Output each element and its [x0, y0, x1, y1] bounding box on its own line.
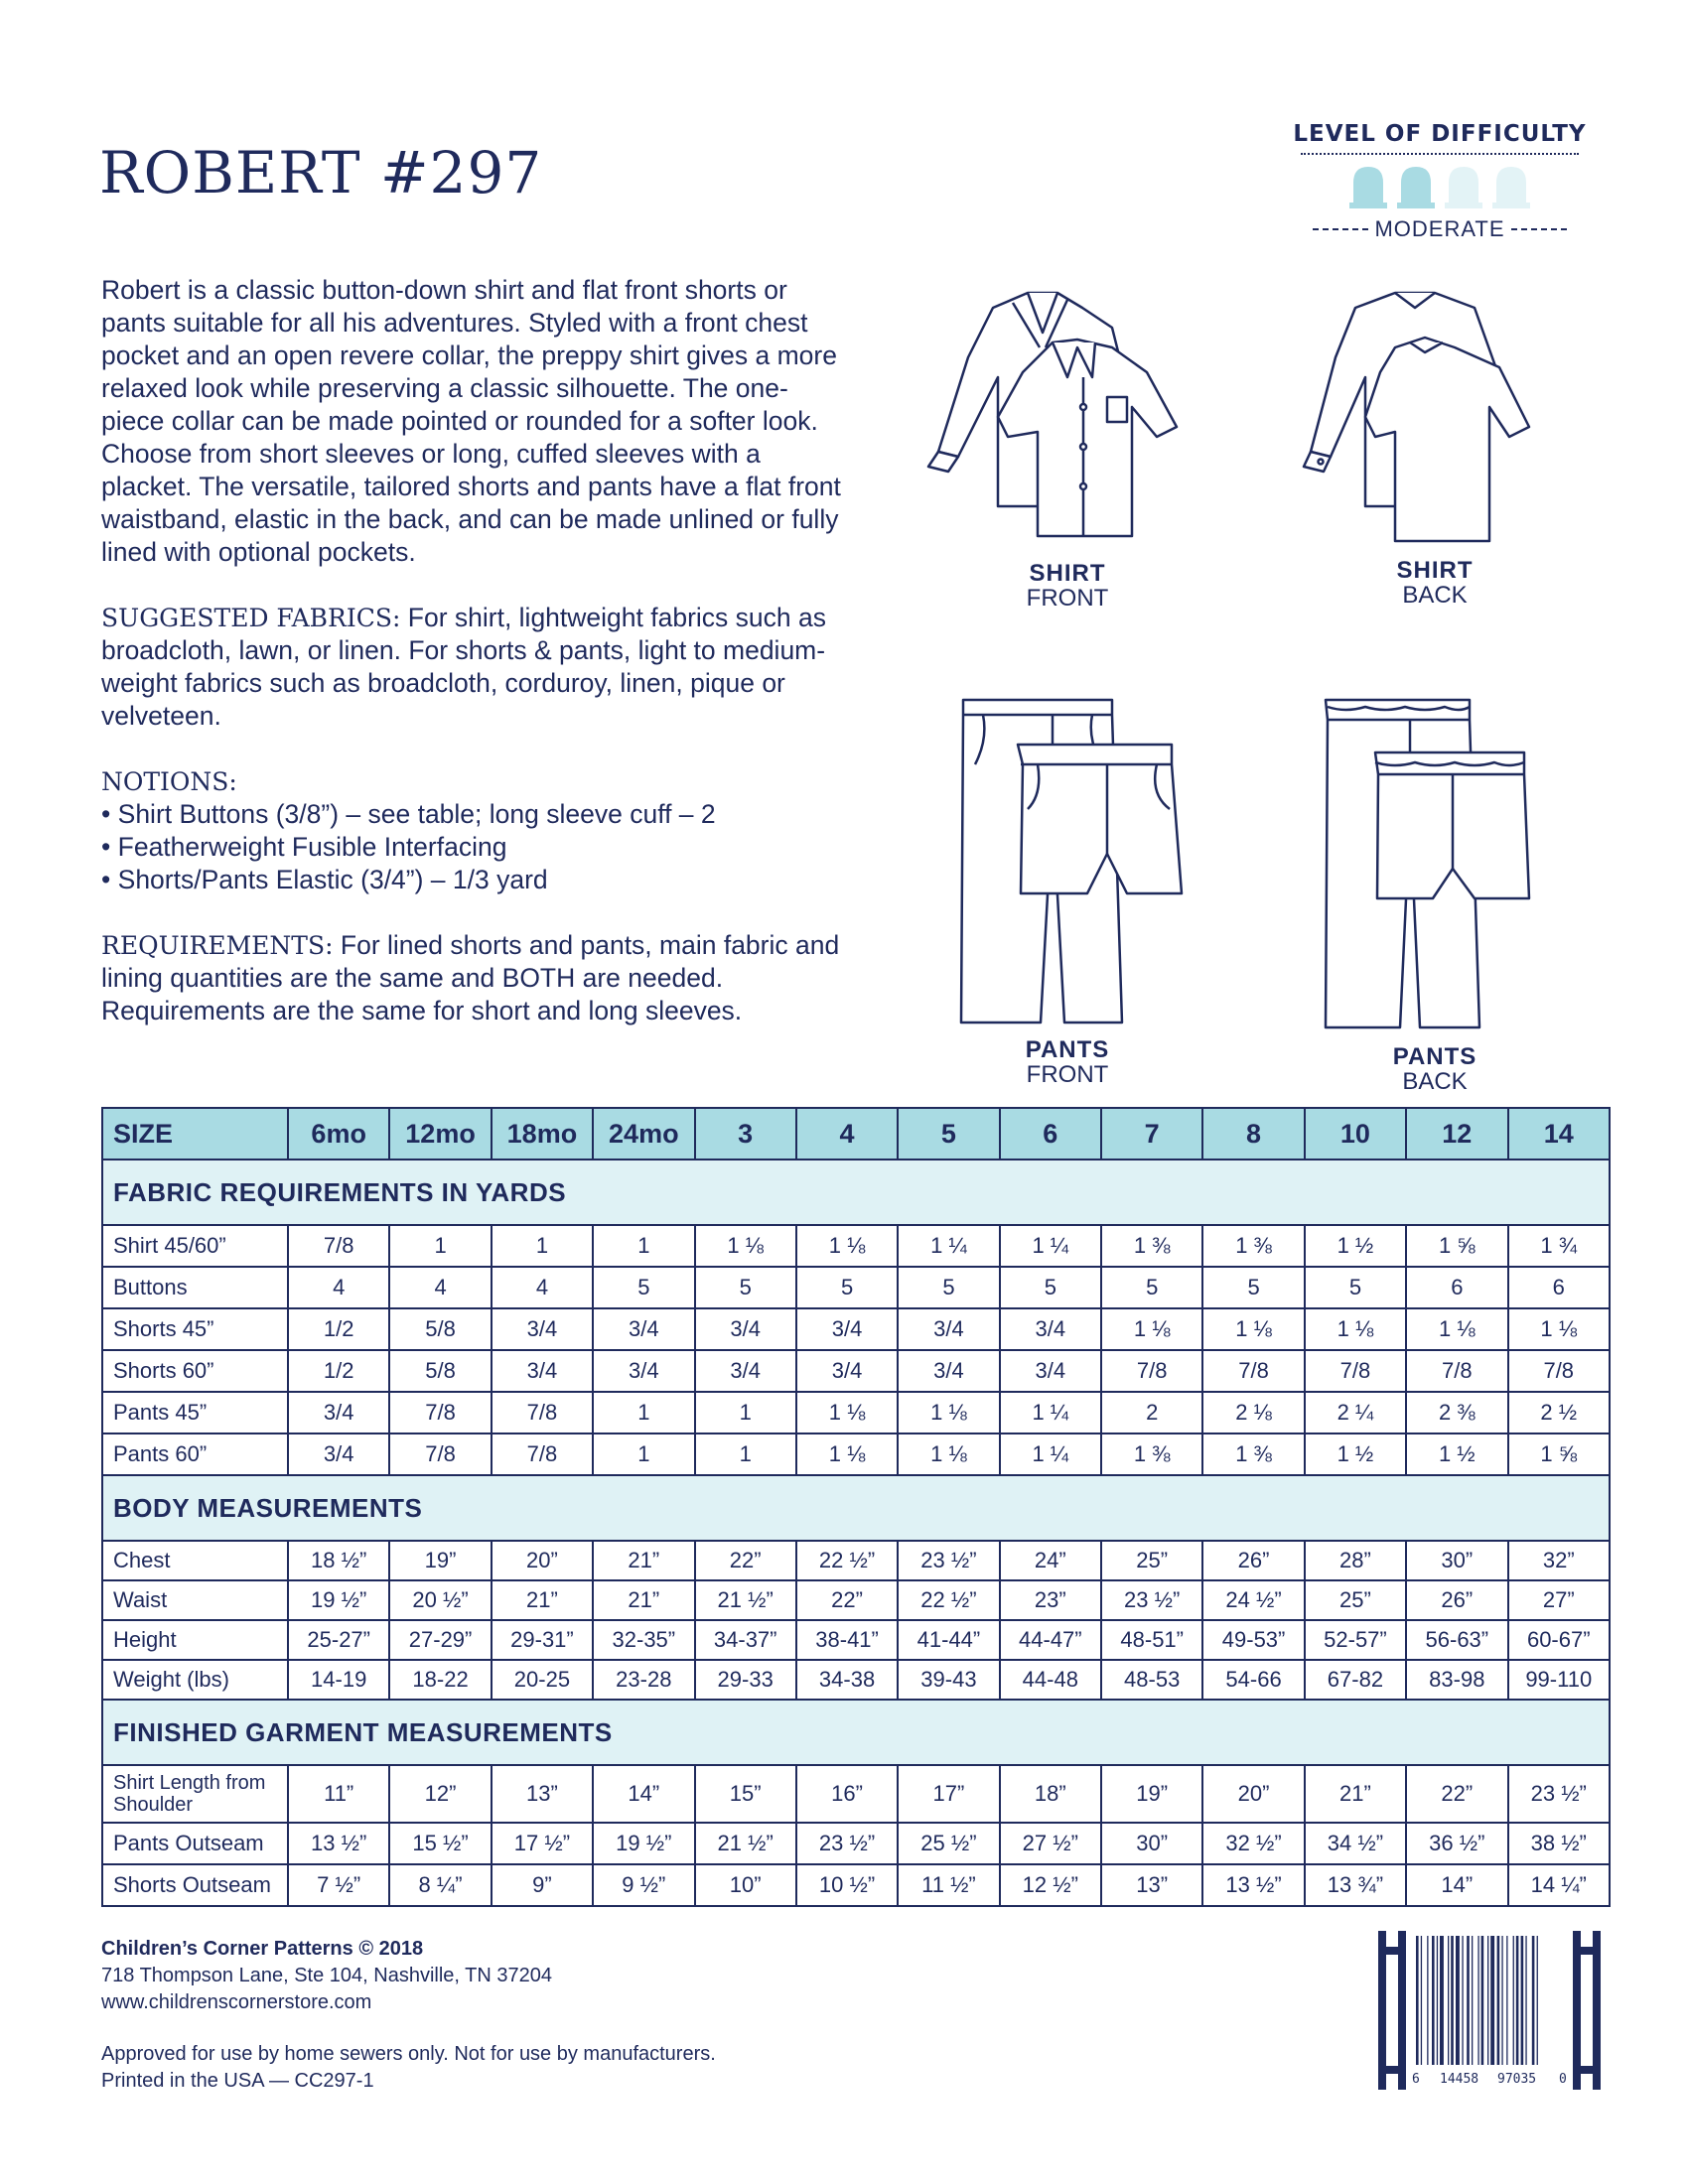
- size-header-cell: 8: [1202, 1108, 1304, 1160]
- barcode-bar: [1427, 1936, 1428, 2065]
- barcode-bar: [1467, 1936, 1470, 2065]
- table-cell: 36 ½”: [1406, 1823, 1507, 1864]
- table-cell: 6: [1508, 1267, 1611, 1308]
- size-header-cell: 4: [796, 1108, 898, 1160]
- barcode-bar: [1456, 1936, 1460, 2065]
- table-cell: 22 ½”: [796, 1541, 898, 1580]
- usage-notice: Approved for use by home sewers only. Not for use by manufacturers.: [101, 2043, 716, 2065]
- barcode-digits: 6: [1412, 2072, 1420, 2087]
- table-cell: 21”: [593, 1541, 694, 1580]
- barcode-bar: [1506, 1936, 1507, 2065]
- barcode-digits: 0: [1559, 2072, 1567, 2087]
- table-cell: 5: [1000, 1267, 1101, 1308]
- table-cell: 21”: [1305, 1765, 1406, 1823]
- size-header-cell: 6: [1000, 1108, 1101, 1160]
- barcode-bar: [1513, 1936, 1514, 2065]
- table-cell: 1 ⅜: [1202, 1433, 1304, 1475]
- table-cell: 13 ½”: [1202, 1864, 1304, 1906]
- table-cell: 4: [492, 1267, 593, 1308]
- table-cell: 2: [1101, 1392, 1202, 1433]
- table-cell: 22”: [695, 1541, 796, 1580]
- table-cell: 1 ½: [1305, 1433, 1406, 1475]
- table-cell: 3/4: [898, 1308, 999, 1350]
- row-label: Shorts Outseam: [102, 1864, 288, 1906]
- table-cell: 19”: [1101, 1765, 1202, 1823]
- pattern-description: [101, 274, 846, 1060]
- size-header-cell: 18mo: [492, 1108, 593, 1160]
- barcode-bar: [1490, 1936, 1494, 2065]
- table-cell: 1/2: [288, 1308, 389, 1350]
- table-cell: 24”: [1000, 1541, 1101, 1580]
- divider-left: [1313, 228, 1368, 230]
- table-cell: 29-33: [695, 1660, 796, 1700]
- table-cell: 3/4: [695, 1350, 796, 1392]
- shirt-front-illustration: [918, 288, 1206, 546]
- table-cell: 1 ⅝: [1508, 1433, 1611, 1475]
- pants-front-label-sub: FRONT: [1026, 1061, 1109, 1088]
- table-row: [102, 1267, 1610, 1308]
- table-cell: 15 ½”: [389, 1823, 491, 1864]
- size-header-cell: 12: [1406, 1108, 1507, 1160]
- table-cell: 19”: [389, 1541, 491, 1580]
- table-cell: 2 ⅛: [1202, 1392, 1304, 1433]
- table-cell: 3/4: [593, 1308, 694, 1350]
- table-cell: 2 ¼: [1305, 1392, 1406, 1433]
- footer: [101, 1936, 716, 2095]
- requirements-label: REQUIREMENTS:: [101, 931, 334, 960]
- table-cell: 14 ¼”: [1508, 1864, 1611, 1906]
- shirt-front-label-sub: FRONT: [1026, 585, 1109, 612]
- table-cell: 17”: [898, 1765, 999, 1823]
- table-row: [102, 1765, 1610, 1823]
- table-cell: 29-31”: [492, 1620, 593, 1660]
- size-header-cell: 5: [898, 1108, 999, 1160]
- table-cell: 7/8: [1305, 1350, 1406, 1392]
- difficulty-heading: LEVEL OF DIFFICULTY: [1293, 121, 1587, 147]
- table-cell: 3/4: [796, 1308, 898, 1350]
- table-cell: 19 ½”: [593, 1823, 694, 1864]
- barcode-bar: [1477, 1936, 1478, 2065]
- table-cell: 26”: [1202, 1541, 1304, 1580]
- pants-back-label-bold: PANTS: [1392, 1043, 1477, 1070]
- table-row: [102, 1308, 1610, 1350]
- pants-back-label-sub: BACK: [1402, 1068, 1468, 1095]
- table-cell: 3/4: [1000, 1308, 1101, 1350]
- table-cell: 1: [593, 1225, 694, 1267]
- table-cell: 23”: [1000, 1580, 1101, 1620]
- table-cell: 1 ⅛: [1101, 1308, 1202, 1350]
- table-cell: 44-48: [1000, 1660, 1101, 1700]
- barcode-bar: [1537, 1936, 1538, 2065]
- table-cell: 44-47”: [1000, 1620, 1101, 1660]
- table-cell: 28”: [1305, 1541, 1406, 1580]
- table-cell: 22 ½”: [898, 1580, 999, 1620]
- barcode-bar: [1448, 1936, 1449, 2065]
- barcode-bar: [1525, 1936, 1526, 2065]
- table-cell: 48-53: [1101, 1660, 1202, 1700]
- table-cell: 11 ½”: [898, 1864, 999, 1906]
- row-label: Waist: [102, 1580, 288, 1620]
- table-cell: 17 ½”: [492, 1823, 593, 1864]
- table-cell: 5/8: [389, 1308, 491, 1350]
- table-cell: 7/8: [1508, 1350, 1611, 1392]
- thimble-empty-icon: [1443, 165, 1484, 210]
- shirt-back-label-sub: BACK: [1402, 582, 1468, 609]
- row-label: Weight (lbs): [102, 1660, 288, 1700]
- section-header-row: [102, 1160, 1610, 1225]
- barcode-bar: [1440, 1936, 1444, 2065]
- section-header-row: [102, 1475, 1610, 1541]
- table-cell: 1 ⅜: [1101, 1433, 1202, 1475]
- table-cell: 16”: [796, 1765, 898, 1823]
- intro-paragraph: Robert is a classic button-down shirt and flat front shorts or pants suitable for all his adventures. Styled with a front chest pocket and an open revere collar, the preppy shirt gives a more relaxed look while preserving a classic silhouette. The one-piece collar can be made pointed or rounded for a softer look. Choose from short sleeves or long, cuffed sleeves with a placket. The versatile, tailored shorts and pants have a flat front waistband, elastic in the back, and can be made unlined or fully lined with optional pockets.: [101, 275, 841, 567]
- table-cell: 56-63”: [1406, 1620, 1507, 1660]
- barcode-bar: [1521, 1936, 1524, 2065]
- table-cell: 25”: [1305, 1580, 1406, 1620]
- barcode-bar: [1532, 1936, 1535, 2065]
- table-cell: 1 ⅛: [898, 1433, 999, 1475]
- table-cell: 41-44”: [898, 1620, 999, 1660]
- barcode-bar: [1437, 1936, 1438, 2065]
- table-cell: 14-19: [288, 1660, 389, 1700]
- table-cell: 2 ½: [1508, 1392, 1611, 1433]
- table-cell: 3/4: [695, 1308, 796, 1350]
- section-title: FABRIC REQUIREMENTS IN YARDS: [102, 1160, 1610, 1225]
- table-cell: 32”: [1508, 1541, 1611, 1580]
- table-cell: 23-28: [593, 1660, 694, 1700]
- table-cell: 1 ⅛: [695, 1225, 796, 1267]
- table-cell: 27-29”: [389, 1620, 491, 1660]
- table-cell: 7/8: [288, 1225, 389, 1267]
- table-cell: 5/8: [389, 1350, 491, 1392]
- thimble-empty-icon: [1490, 165, 1532, 210]
- table-cell: 25-27”: [288, 1620, 389, 1660]
- table-cell: 1/2: [288, 1350, 389, 1392]
- row-label: Buttons: [102, 1267, 288, 1308]
- table-cell: 14”: [1406, 1864, 1507, 1906]
- table-cell: 18”: [1000, 1765, 1101, 1823]
- requirements-note: [101, 929, 846, 1027]
- table-cell: 9”: [492, 1864, 593, 1906]
- table-cell: 1: [695, 1433, 796, 1475]
- table-cell: 21”: [593, 1580, 694, 1620]
- table-cell: 5: [796, 1267, 898, 1308]
- barcode: [1370, 1926, 1609, 2095]
- barcode-digits: 97035: [1497, 2072, 1537, 2087]
- table-cell: 83-98: [1406, 1660, 1507, 1700]
- table-cell: 32 ½”: [1202, 1823, 1304, 1864]
- barcode-bar: [1462, 1936, 1463, 2065]
- table-cell: 1 ⅛: [796, 1433, 898, 1475]
- difficulty-indicator: [1291, 121, 1589, 242]
- table-cell: 27”: [1508, 1580, 1611, 1620]
- table-cell: 9 ½”: [593, 1864, 694, 1906]
- table-cell: 13”: [1101, 1864, 1202, 1906]
- table-row: [102, 1392, 1610, 1433]
- size-header-cell: 12mo: [389, 1108, 491, 1160]
- table-cell: 20”: [1202, 1765, 1304, 1823]
- table-row: [102, 1864, 1610, 1906]
- row-label: Shorts 60”: [102, 1350, 288, 1392]
- table-cell: 7 ½”: [288, 1864, 389, 1906]
- table-cell: 1 ¼: [1000, 1225, 1101, 1267]
- table-row: [102, 1433, 1610, 1475]
- table-cell: 24 ½”: [1202, 1580, 1304, 1620]
- row-label: Pants Outseam: [102, 1823, 288, 1864]
- size-header-cell: 10: [1305, 1108, 1406, 1160]
- thimble-filled-icon: [1347, 165, 1389, 210]
- table-cell: 1: [593, 1433, 694, 1475]
- table-cell: 30”: [1101, 1823, 1202, 1864]
- barcode-bar: [1421, 1936, 1422, 2065]
- table-cell: 1 ⅝: [1406, 1225, 1507, 1267]
- table-cell: 52-57”: [1305, 1620, 1406, 1660]
- row-label: Shirt 45/60”: [102, 1225, 288, 1267]
- fabrics-label: SUGGESTED FABRICS:: [101, 604, 401, 632]
- table-cell: 12”: [389, 1765, 491, 1823]
- table-cell: 4: [288, 1267, 389, 1308]
- barcode-bar: [1497, 1936, 1500, 2065]
- table-cell: 1 ¾: [1508, 1225, 1611, 1267]
- table-cell: 5: [593, 1267, 694, 1308]
- size-chart-table: [101, 1107, 1611, 1907]
- table-cell: 1: [695, 1392, 796, 1433]
- table-cell: 3/4: [796, 1350, 898, 1392]
- barcode-bar: [1451, 1936, 1454, 2065]
- table-cell: 1 ¼: [1000, 1392, 1101, 1433]
- table-cell: 3/4: [288, 1433, 389, 1475]
- table-cell: 23 ½”: [1508, 1765, 1611, 1823]
- table-cell: 1: [492, 1225, 593, 1267]
- size-header-cell: 7: [1101, 1108, 1202, 1160]
- table-cell: 1 ¼: [898, 1225, 999, 1267]
- table-cell: 38-41”: [796, 1620, 898, 1660]
- table-cell: 27 ½”: [1000, 1823, 1101, 1864]
- table-cell: 5: [1305, 1267, 1406, 1308]
- table-row: [102, 1823, 1610, 1864]
- company-name: Children’s Corner Patterns © 2018: [101, 1938, 424, 1960]
- table-cell: 54-66: [1202, 1660, 1304, 1700]
- shirt-front-label: [988, 561, 1147, 611]
- table-cell: 15”: [695, 1765, 796, 1823]
- table-cell: 13 ½”: [288, 1823, 389, 1864]
- table-row: [102, 1225, 1610, 1267]
- barcode-bar: [1472, 1936, 1473, 2065]
- table-row: [102, 1620, 1610, 1660]
- table-cell: 3/4: [1000, 1350, 1101, 1392]
- barcode-digits: 14458: [1440, 2072, 1479, 2087]
- table-cell: 1 ⅜: [1101, 1225, 1202, 1267]
- divider-right: [1511, 228, 1567, 230]
- table-cell: 25”: [1101, 1541, 1202, 1580]
- table-cell: 5: [898, 1267, 999, 1308]
- size-header-cell: 24mo: [593, 1108, 694, 1160]
- notion-item: • Shorts/Pants Elastic (3/4”) – 1/3 yard: [101, 865, 548, 894]
- table-cell: 34 ½”: [1305, 1823, 1406, 1864]
- table-cell: 23 ½”: [1101, 1580, 1202, 1620]
- row-label: Shorts 45”: [102, 1308, 288, 1350]
- table-cell: 11”: [288, 1765, 389, 1823]
- table-cell: 39-43: [898, 1660, 999, 1700]
- pants-front-label: [988, 1037, 1147, 1087]
- table-cell: 21 ½”: [695, 1580, 796, 1620]
- pants-back-label: [1355, 1044, 1514, 1094]
- table-cell: 3/4: [593, 1350, 694, 1392]
- fabrics-text: For shirt, lightweight fabrics such as broadcloth, lawn, or linen. For shorts & pants, light to medium-weight fabrics such as broadcloth, corduroy, linen, pique or velveteen.: [101, 603, 826, 731]
- table-row: [102, 1580, 1610, 1620]
- shirt-back-label-bold: SHIRT: [1396, 557, 1474, 584]
- website-link: www.childrenscornerstore.com: [101, 1991, 372, 2013]
- table-cell: 21”: [492, 1580, 593, 1620]
- table-cell: 18 ½”: [288, 1541, 389, 1580]
- table-cell: 7/8: [389, 1392, 491, 1433]
- notion-item: • Featherweight Fusible Interfacing: [101, 832, 507, 862]
- table-cell: 1 ⅛: [1202, 1308, 1304, 1350]
- table-cell: 1 ¼: [1000, 1433, 1101, 1475]
- table-cell: 48-51”: [1101, 1620, 1202, 1660]
- table-cell: 1 ⅛: [1508, 1308, 1611, 1350]
- table-cell: 22”: [796, 1580, 898, 1620]
- row-label: Pants 45”: [102, 1392, 288, 1433]
- table-cell: 49-53”: [1202, 1620, 1304, 1660]
- table-cell: 7/8: [492, 1433, 593, 1475]
- table-cell: 4: [389, 1267, 491, 1308]
- table-cell: 10”: [695, 1864, 796, 1906]
- table-cell: 1 ⅛: [1305, 1308, 1406, 1350]
- size-header-label: SIZE: [102, 1108, 288, 1160]
- table-cell: 6: [1406, 1267, 1507, 1308]
- pants-front-label-bold: PANTS: [1025, 1036, 1110, 1063]
- table-cell: 1 ½: [1406, 1433, 1507, 1475]
- table-cell: 34-38: [796, 1660, 898, 1700]
- table-cell: 23 ½”: [898, 1541, 999, 1580]
- table-cell: 8 ¼”: [389, 1864, 491, 1906]
- notion-item: • Shirt Buttons (3/8”) – see table; long sleeve cuff – 2: [101, 799, 716, 829]
- row-label: Pants 60”: [102, 1433, 288, 1475]
- table-cell: 3/4: [492, 1350, 593, 1392]
- table-cell: 1: [593, 1392, 694, 1433]
- table-cell: 7/8: [1101, 1350, 1202, 1392]
- table-cell: 20-25: [492, 1660, 593, 1700]
- table-cell: 1 ⅛: [796, 1392, 898, 1433]
- table-cell: 14”: [593, 1765, 694, 1823]
- barcode-bar: [1487, 1936, 1488, 2065]
- table-cell: 5: [1202, 1267, 1304, 1308]
- table-cell: 5: [695, 1267, 796, 1308]
- table-row: [102, 1350, 1610, 1392]
- table-cell: 1: [389, 1225, 491, 1267]
- size-header-cell: 6mo: [288, 1108, 389, 1160]
- table-cell: 34-37”: [695, 1620, 796, 1660]
- barcode-bar: [1516, 1936, 1519, 2065]
- table-cell: 10 ½”: [796, 1864, 898, 1906]
- table-cell: 23 ½”: [796, 1823, 898, 1864]
- barcode-bar: [1416, 1936, 1419, 2065]
- thimble-rating: [1291, 165, 1589, 210]
- table-cell: 1 ½: [1305, 1225, 1406, 1267]
- barcode-bar: [1481, 1936, 1484, 2065]
- suggested-fabrics: [101, 602, 846, 733]
- company-address: 718 Thompson Lane, Ste 104, Nashville, TN 37204: [101, 1965, 553, 1986]
- pattern-title: ROBERT #297: [99, 139, 543, 206]
- table-cell: 1 ⅛: [796, 1225, 898, 1267]
- table-cell: 26”: [1406, 1580, 1507, 1620]
- notions: [101, 765, 846, 896]
- table-cell: 99-110: [1508, 1660, 1611, 1700]
- table-cell: 3/4: [898, 1350, 999, 1392]
- section-title: FINISHED GARMENT MEASUREMENTS: [102, 1700, 1610, 1765]
- row-label: Height: [102, 1620, 288, 1660]
- table-cell: 1 ⅛: [1406, 1308, 1507, 1350]
- table-cell: 67-82: [1305, 1660, 1406, 1700]
- row-label: Chest: [102, 1541, 288, 1580]
- table-cell: 18-22: [389, 1660, 491, 1700]
- notions-list: [101, 798, 846, 896]
- row-label: Shirt Length from Shoulder: [102, 1765, 288, 1823]
- barcode-bracket-right: [1577, 1931, 1597, 2090]
- barcode-bar: [1501, 1936, 1502, 2065]
- table-cell: 30”: [1406, 1541, 1507, 1580]
- table-cell: 7/8: [1202, 1350, 1304, 1392]
- table-cell: 1 ⅛: [898, 1392, 999, 1433]
- table-row: [102, 1541, 1610, 1580]
- shirt-front-label-bold: SHIRT: [1029, 560, 1106, 587]
- table-cell: 25 ½”: [898, 1823, 999, 1864]
- notions-label: NOTIONS:: [101, 767, 237, 796]
- size-header-row: [102, 1108, 1610, 1160]
- table-cell: 19 ½”: [288, 1580, 389, 1620]
- table-cell: 20”: [492, 1541, 593, 1580]
- size-header-cell: 3: [695, 1108, 796, 1160]
- table-cell: 7/8: [389, 1433, 491, 1475]
- section-header-row: [102, 1700, 1610, 1765]
- table-cell: 3/4: [288, 1392, 389, 1433]
- table-cell: 2 ⅜: [1406, 1392, 1507, 1433]
- print-info: Printed in the USA — CC297-1: [101, 2070, 374, 2092]
- table-cell: 21 ½”: [695, 1823, 796, 1864]
- table-row: [102, 1660, 1610, 1700]
- pants-back-illustration: [1316, 695, 1554, 1042]
- table-cell: 20 ½”: [389, 1580, 491, 1620]
- size-header-cell: 14: [1508, 1108, 1611, 1160]
- table-cell: 60-67”: [1508, 1620, 1611, 1660]
- section-title: BODY MEASUREMENTS: [102, 1475, 1610, 1541]
- difficulty-divider: [1301, 153, 1579, 155]
- barcode-bar: [1432, 1936, 1435, 2065]
- table-cell: 22”: [1406, 1765, 1507, 1823]
- table-cell: 1 ⅜: [1202, 1225, 1304, 1267]
- difficulty-level: MODERATE: [1374, 216, 1505, 241]
- table-cell: 32-35”: [593, 1620, 694, 1660]
- table-cell: 7/8: [492, 1392, 593, 1433]
- table-cell: 13 ¾”: [1305, 1864, 1406, 1906]
- shirt-back-label: [1355, 558, 1514, 608]
- table-cell: 38 ½”: [1508, 1823, 1611, 1864]
- shirt-back-illustration: [1286, 288, 1574, 546]
- table-cell: 3/4: [492, 1308, 593, 1350]
- table-cell: 5: [1101, 1267, 1202, 1308]
- table-cell: 7/8: [1406, 1350, 1507, 1392]
- requirements-text: For lined shorts and pants, main fabric and lining quantities are the same and BOTH are needed. Requirements are the same for short and long sleeves.: [101, 930, 840, 1025]
- thimble-filled-icon: [1395, 165, 1437, 210]
- table-cell: 12 ½”: [1000, 1864, 1101, 1906]
- table-cell: 13”: [492, 1765, 593, 1823]
- pants-front-illustration: [953, 695, 1192, 1032]
- barcode-bracket-left: [1382, 1931, 1402, 2090]
